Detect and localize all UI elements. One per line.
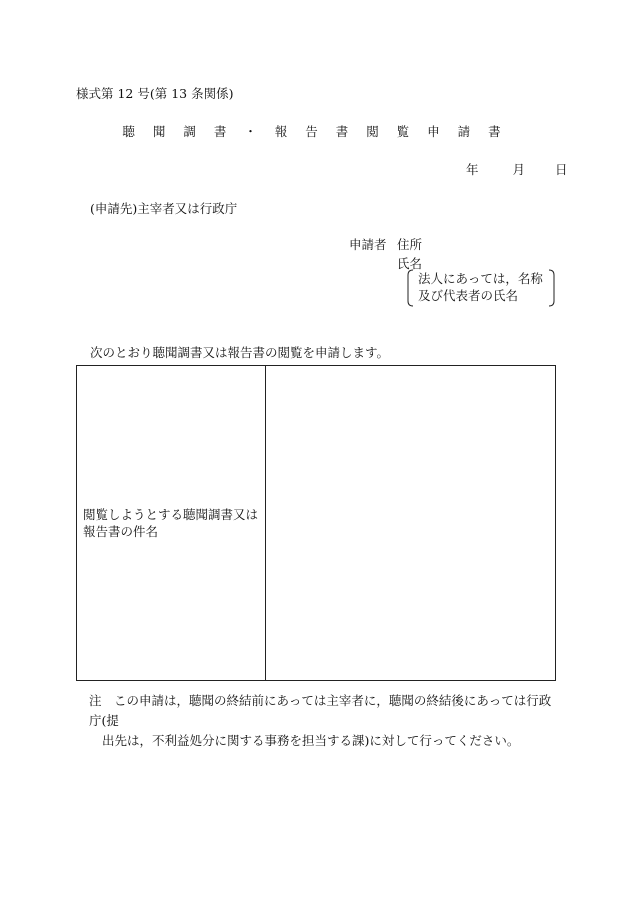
corporate-note-text: 法人にあっては，名称及び代表者の氏名 [418,271,543,303]
corporate-note [406,269,556,307]
address-label: 住所 [397,237,423,252]
footnote-line-1: 注 この申請は，聴聞の終結前にあっては主宰者に，聴聞の終結後にあっては行政庁(提 [89,693,552,728]
date-day: 日 [554,162,568,177]
subject-value-cell[interactable] [266,366,555,680]
subject-label-cell [77,366,266,680]
application-table [76,365,556,681]
date-line [466,160,567,178]
form-number: 様式第 12 号(第 13 条関係) [76,86,234,101]
subject-label: 閲覧しようとする聴聞調書又は報告書の件名 [83,507,259,539]
footnote-line-2: 出先は，不利益処分に関する事務を担当する課)に対して行ってください。 [102,733,520,748]
date-year: 年 [466,162,479,177]
date-month: 月 [512,162,525,177]
addressee: (申請先)主宰者又は行政庁 [90,201,238,216]
applicant-label: 申請者 [349,237,387,252]
document-title: 聴 聞 調 書 ・ 報 告 書 閲 覧 申 請 書 [122,124,508,139]
name-label: 氏名 [397,256,423,271]
intro-text: 次のとおり聴聞調書又は報告書の閲覧を申請します。 [90,345,390,360]
footnote [89,691,559,751]
